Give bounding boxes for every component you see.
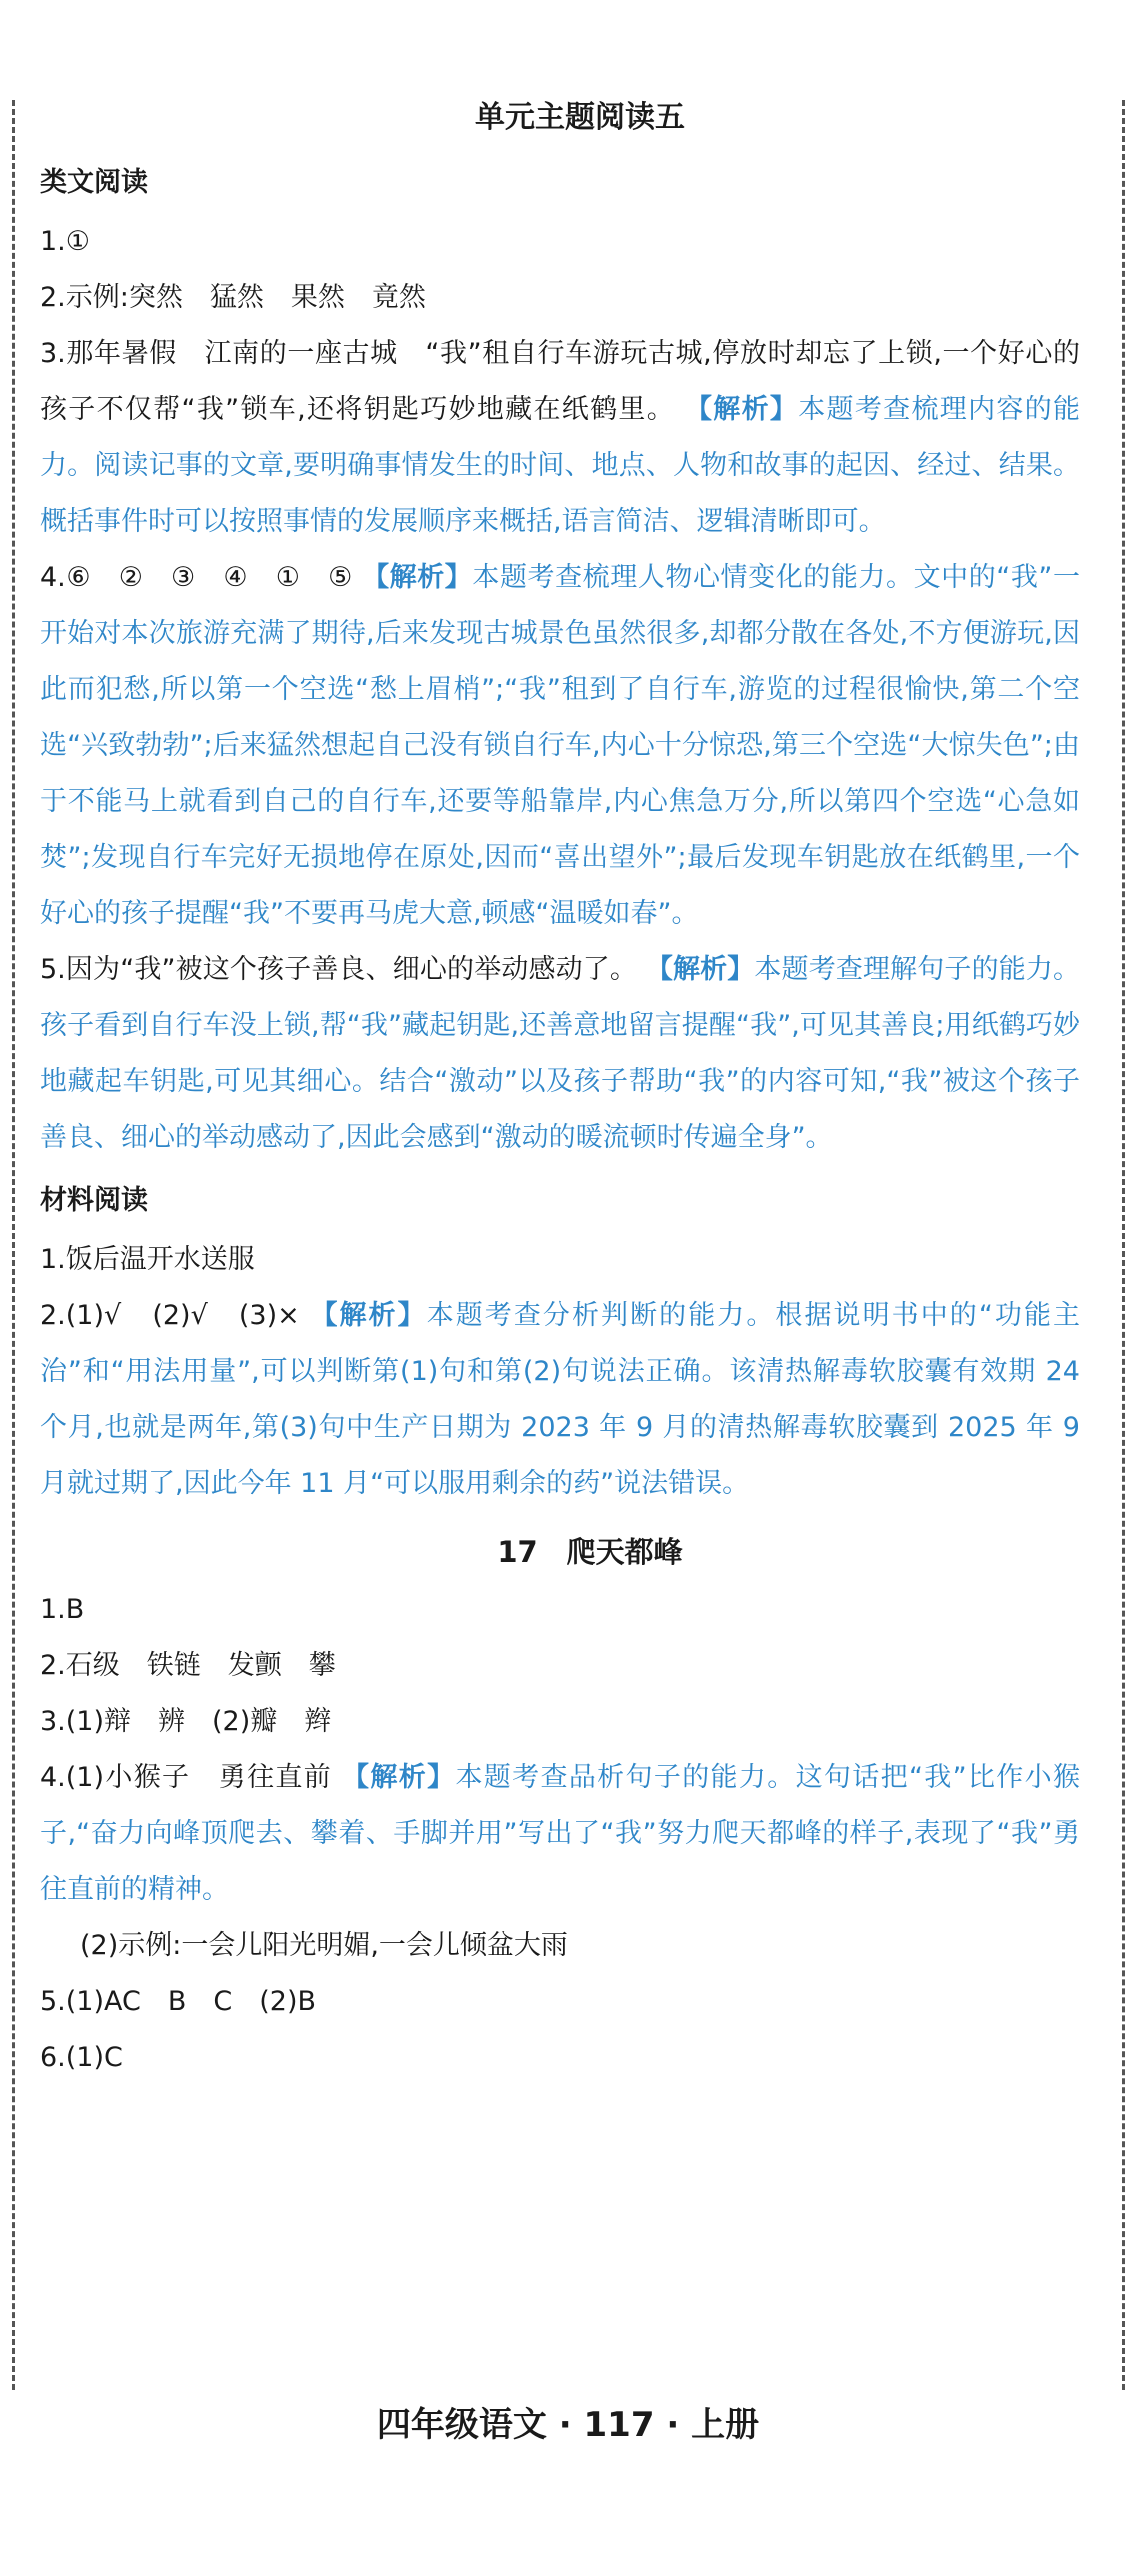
answer-item [40,550,1080,942]
analysis-tag: 【解析】 [684,394,799,425]
section-heading-similar-reading: 类文阅读 [40,167,148,198]
answer-item [40,1288,1080,1512]
answer-item: 2.示例:突然 猛然 果然 竟然 [40,282,426,313]
section-heading-material-reading: 材料阅读 [40,1185,148,1216]
analysis-text: 本题考查理解句子的能力。孩子看到自行车没上锁,帮“我”藏起钥匙,还善意地留言提醒“我”,可见其善良;用纸鹤巧妙地藏起车钥匙,可见其细心。结合“激动”以及孩子帮助“我”的内容可知,“我”被这个孩子善良、细心的举动感动了,因此会感到“激动的暖流顿时传遍全身”。 [40,954,1081,1153]
answer-item: 3.(1)辩 辨 (2)瓣 辫 [40,1706,332,1737]
answer-item: (2)示例:一会儿阳光明媚,一会儿倾盆大雨 [80,1930,568,1961]
left-dashed-border [12,100,15,2390]
analysis-tag: 【解析】 [342,1762,456,1793]
page-footer: 四年级语文 · 117 · 上册 [376,2405,760,2445]
analysis-tag: 【解析】 [310,1300,427,1331]
analysis-text: 本题考查品析句子的能力。这句话把“我”比作小猴子,“奋力向峰顶爬去、攀着、手脚并用”写出了“我”努力爬天都峰的样子,表现了“我”勇往直前的精神。 [40,1762,1080,1905]
answer-text: 3.那年暑假 江南的一座古城 “我”租自行车游玩古城,停放时却忘了上锁,一个好心的孩子不仅帮“我”锁车,还将钥匙巧妙地藏在纸鹤里。 [40,338,1080,425]
lesson-title: 17 爬天都峰 [497,1535,683,1569]
answer-item [40,1750,1080,1918]
answer-text: 2.(1)√ (2)√ (3)× [40,1300,300,1331]
analysis-text: 本题考查分析判断的能力。根据说明书中的“功能主治”和“用法用量”,可以判断第(1)句和第(2)句说法正确。该清热解毒软胶囊有效期 24 个月,也就是两年,第(3)句中生产日期为 2023 年 9 月的清热解毒软胶囊到 2025 年 9 月就过期了,因此今年 11 月“可以服用剩余的药”说法错误。 [40,1300,1081,1499]
analysis-tag: 【解析】 [645,954,755,985]
analysis-text: 本题考查梳理内容的能力。阅读记事的文章,要明确事情发生的时间、地点、人物和故事的起因、经过、结果。概括事件时可以按照事情的发展顺序来概括,语言简洁、逻辑清晰即可。 [40,394,1081,537]
answer-text: 4.(1)小猴子 勇往直前 [40,1762,333,1793]
answer-item: 5.(1)AC B C (2)B [40,1986,316,2017]
answer-item: 1.① [40,226,90,257]
answer-text: 4.⑥ ② ③ ④ ① ⑤ [40,562,353,593]
answer-text: 5.因为“我”被这个孩子善良、细心的举动感动了。 [40,954,638,985]
right-dashed-border [1122,100,1125,2390]
analysis-tag: 【解析】 [362,562,473,593]
answer-item: 1.饭后温开水送服 [40,1244,255,1275]
answer-item [40,942,1080,1166]
answer-item: 2.石级 铁链 发颤 攀 [40,1650,336,1681]
analysis-text: 本题考查梳理人物心情变化的能力。文中的“我”一开始对本次旅游充满了期待,后来发现古城景色虽然很多,却都分散在各处,不方便游玩,因此而犯愁,所以第一个空选“愁上眉梢”;“我”租到了自行车,游览的过程很愉快,第二个空选“兴致勃勃”;后来猛然想起自己没有锁自行车,内心十分惊恐,第三个空选“大惊失色”;由于不能马上就看到自己的自行车,还要等船靠岸,内心焦急万分,所以第四个空选“心急如焚”;发现自行车完好无损地停在原处,因而“喜出望外”;最后发现车钥匙放在纸鹤里,一个好心的孩子提醒“我”不要再马虎大意,顿感“温暖如春”。 [40,562,1080,929]
answer-item [40,326,1080,550]
unit-title: 单元主题阅读五 [475,100,685,135]
answer-item: 1.B [40,1594,85,1625]
answer-item: 6.(1)C [40,2042,123,2073]
answer-content [40,88,1080,2086]
